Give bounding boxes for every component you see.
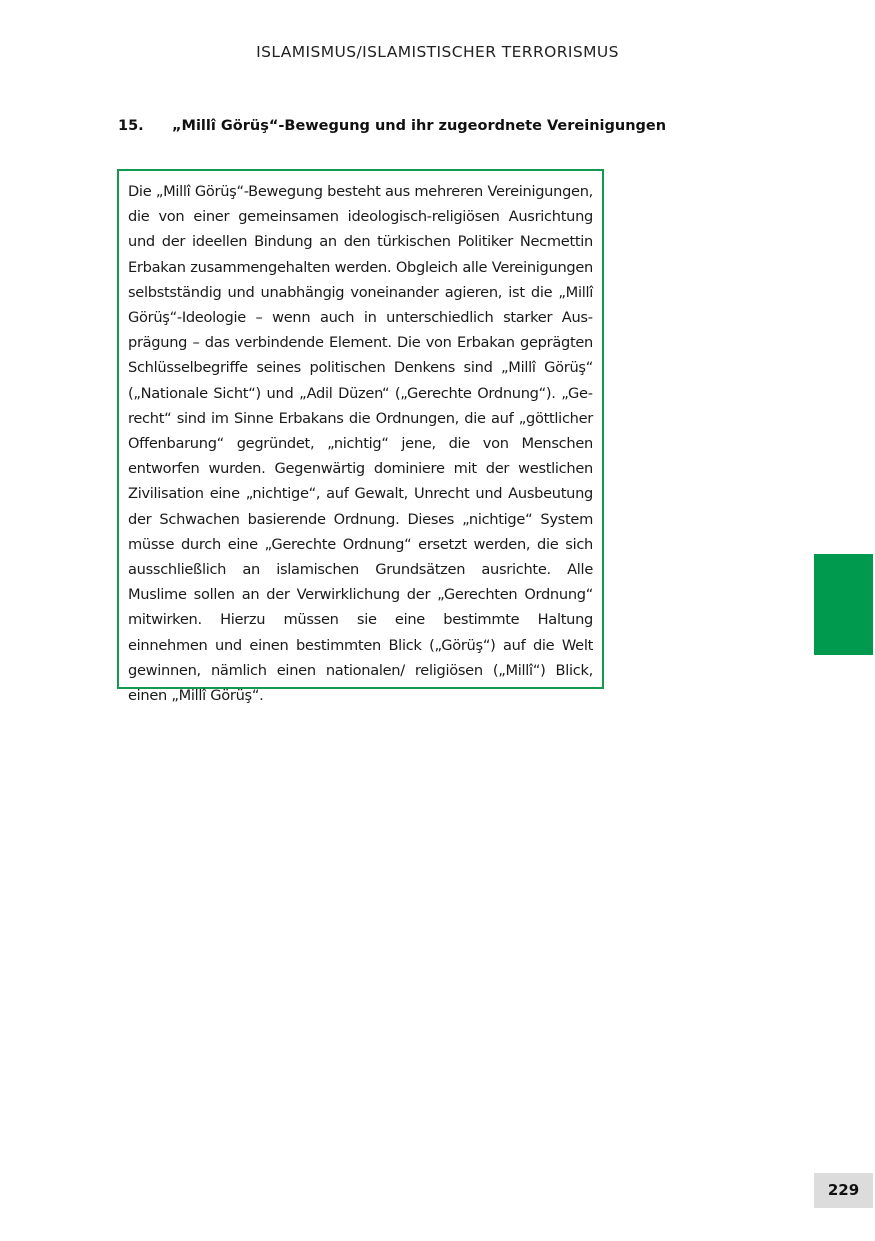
section-title: „Millî Görüş“-Bewegung und ihr zugeordnete Vereinigungen [172,118,667,134]
section-heading [118,118,667,134]
section-number: 15. [118,118,144,134]
info-box-text: Die „Millî Görüş“-Bewegung besteht aus mehreren Vereinigungen, die von einer gemeinsamen ideologisch-religiösen Ausrichtung und der ideellen Bindung an den türkischen Politiker Necmettin Erbakan zusammengehalten werden. Obgleich alle Vereinigungen selbstständig und unabhängig voneinander agieren, ist die „Millî Görüş“-Ideologie – wenn auch in unterschiedlich starker Ausprägung – das verbindende Element. Die von Erbakan geprägten Schlüsselbegriffe seines politischen Denkens sind „Millî Görüş“ („Nationale Sicht“) und „Adil Düzen“ („Gerechte Ordnung“). „Gerecht“ sind im Sinne Erbakans die Ordnungen, die auf „göttlicher Offenbarung“ gegründet, „nichtig“ jene, die von Menschen entworfen wurden. Gegenwärtig dominiere mit der westlichen Zivilisation eine „nichtige“, auf Gewalt, Unrecht und Ausbeutung der Schwachen basierende Ordnung. Dieses „nichtige“ System müsse durch eine „Gerechte Ordnung“ ersetzt werden, die sich ausschließlich an islamischen Grundsätzen ausrichte. Alle Muslime sollen an der Verwirklichung der „Gerechten Ordnung“ mitwirken. Hierzu müssen sie eine bestimmte Haltung einnehmen und einen bestimmten Blick („Görüş“) auf die Welt gewinnen, nämlich einen nationalen/ religiösen („Millî“) Blick, einen „Millî Görüş“. [128,183,593,705]
page-number: 229 [814,1173,873,1208]
info-box [117,169,604,705]
running-header: ISLAMISMUS/ISLAMISTISCHER TERRORISMUS [256,43,619,61]
chapter-tab-marker [814,554,873,655]
